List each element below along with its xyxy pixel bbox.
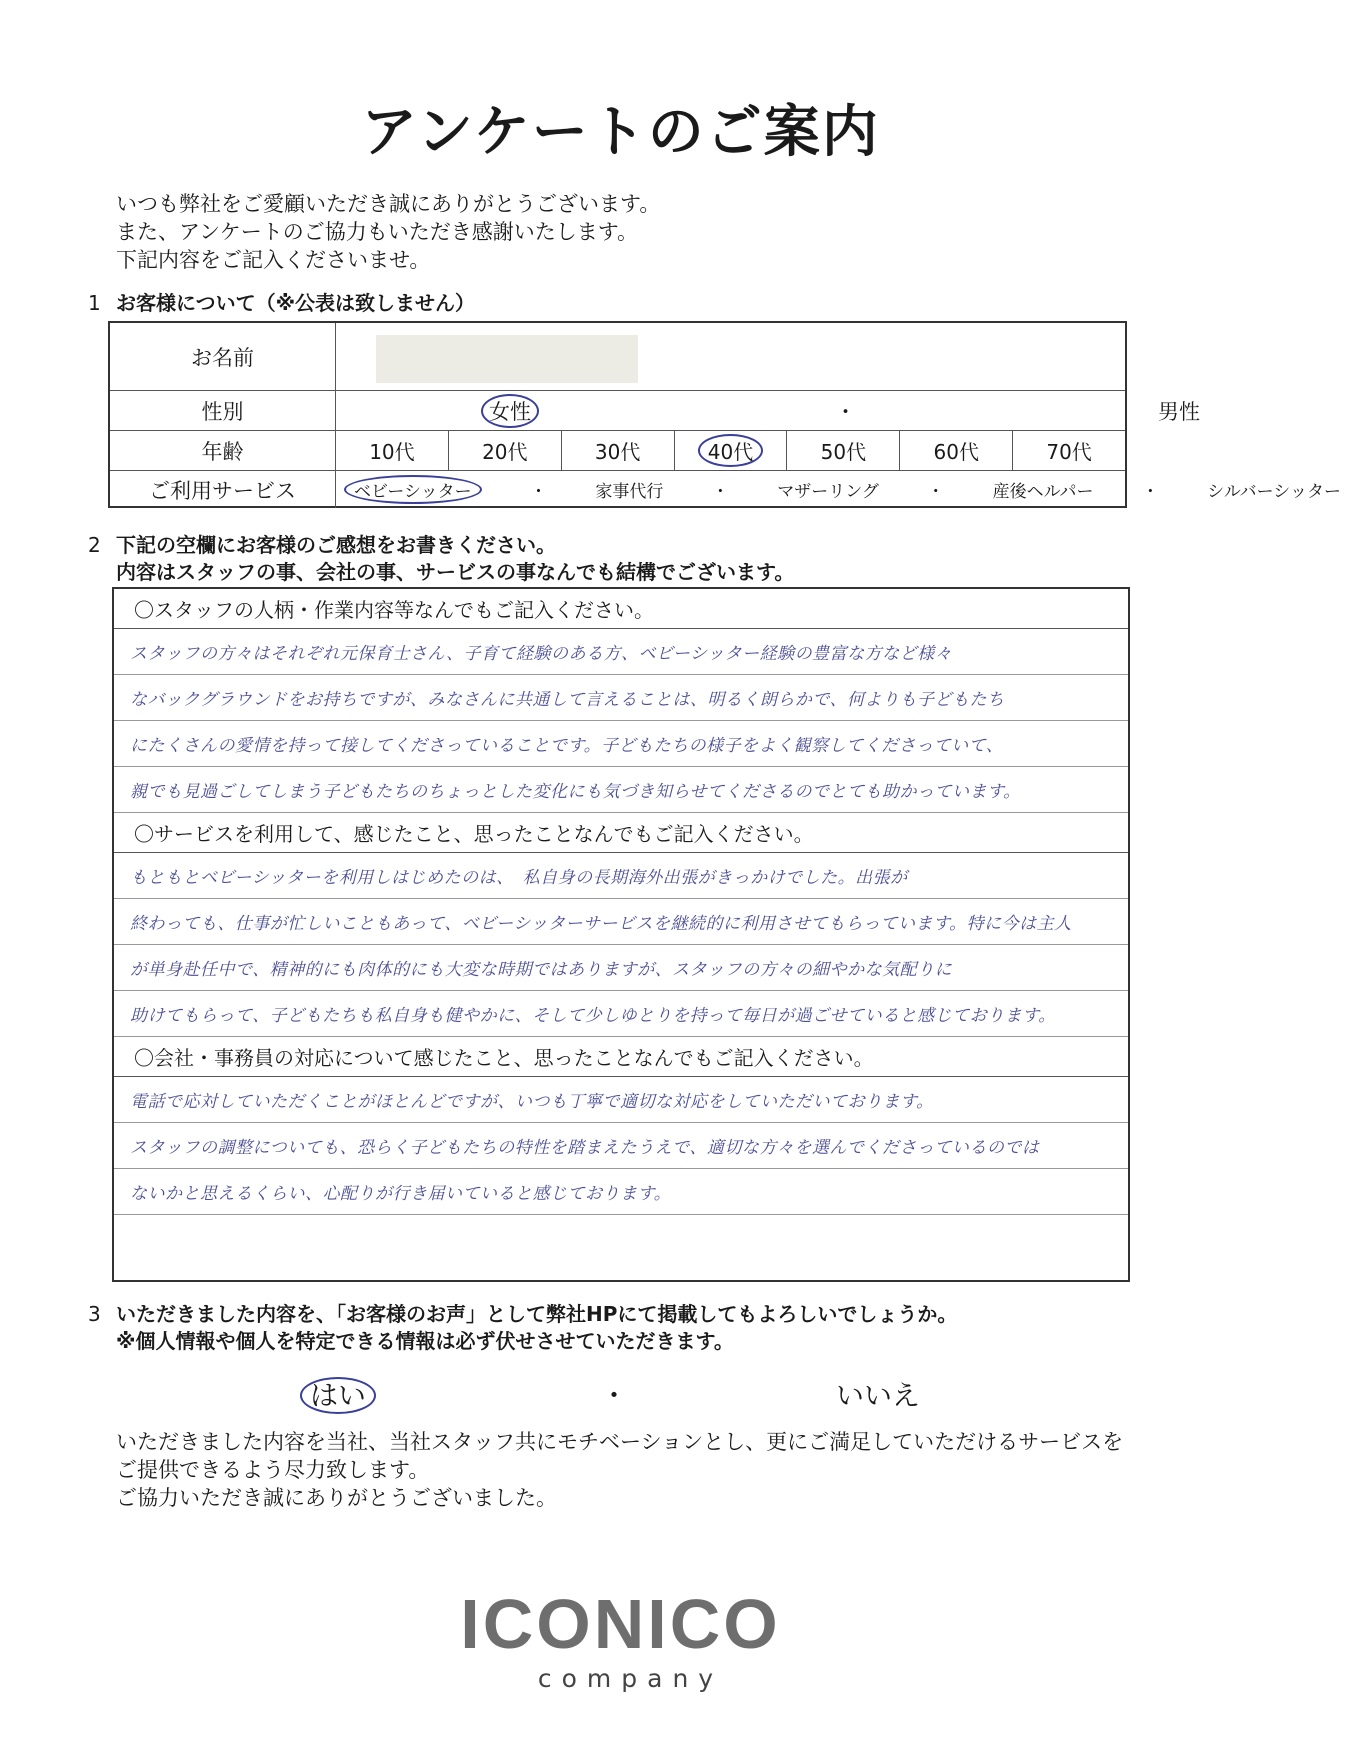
answer-line[interactable]: が単身赴任中で、精神的にも肉体的にも大変な時期ではありますが、スタッフの方々の細やかな気配りに (114, 945, 1128, 991)
answer-line[interactable]: 終わっても、仕事が忙しいこともあって、ベビーシッターサービスを継続的に利用させてもらっています。特に今は主人 (114, 899, 1128, 945)
question-service: 〇サービスを利用して、感じたこと、思ったことなんでもご記入ください。 (114, 813, 1128, 853)
intro-line: いつも弊社をご愛顧いただき誠にありがとうございます。 (116, 192, 661, 216)
intro-text (116, 190, 660, 274)
gender-option-female[interactable]: 女性 (481, 394, 539, 428)
answer-line[interactable]: スタッフの方々はそれぞれ元保育士さん、子育て経験のある方、ベビーシッター経験の豊富な方など様々 (114, 629, 1128, 675)
age-label: 年齢 (110, 431, 336, 470)
separator-dot: ・ (927, 482, 945, 502)
section3-heading (88, 1301, 957, 1355)
age-options (336, 431, 1125, 470)
section-number: 2 (88, 533, 101, 557)
separator-dot: ・ (530, 482, 548, 502)
age-option-70s[interactable]: 70代 (1046, 440, 1092, 464)
answer-line[interactable]: 電話で応対していただくことがほとんどですが、いつも丁寧で適切な対応をしていただいております。 (114, 1077, 1128, 1123)
closing-line: ご協力いただき誠にありがとうございました。 (116, 1486, 557, 1510)
section-subtitle: ※個人情報や個人を特定できる情報は必ず伏せさせていただきます。 (116, 1329, 734, 1353)
company-logo (0, 1585, 1241, 1693)
service-option-mothering[interactable]: マザーリング (777, 482, 879, 502)
answer-line[interactable]: もともとベビーシッターを利用しはじめたのは、 私自身の長期海外出張がきっかけでした。出張が (114, 853, 1128, 899)
question-office: 〇会社・事務員の対応について感じたこと、思ったことなんでもご記入ください。 (114, 1037, 1128, 1077)
name-label: お名前 (110, 323, 336, 390)
answer-line[interactable]: 親でも見過ごしてしまう子どもたちのちょっとした変化にも気づき知らせてくださるのでとても助かっています。 (114, 767, 1128, 813)
age-option-20s[interactable]: 20代 (449, 431, 562, 470)
customer-info-table (108, 321, 1341, 508)
section-subtitle: 内容はスタッフの事、会社の事、サービスの事なんでも結構でございます。 (116, 560, 795, 584)
answer-line[interactable] (114, 1215, 1128, 1261)
closing-text (116, 1428, 1123, 1512)
separator-dot: ・ (711, 482, 729, 502)
name-field[interactable] (336, 323, 1125, 390)
separator-dot: ・ (835, 399, 856, 424)
intro-line: 下記内容をご記入くださいませ。 (116, 248, 431, 272)
age-option-50s[interactable]: 50代 (787, 431, 900, 470)
age-selected: 40代 (698, 434, 763, 467)
page-title: アンケートのご案内 (361, 100, 880, 165)
name-row (110, 323, 1125, 391)
answer-line[interactable]: なバックグラウンドをお持ちですが、みなさんに共通して言えることは、明るく朗らかで、何よりも子どもたち (114, 675, 1128, 721)
answer-line[interactable]: スタッフの調整についても、恐らく子どもたちの特性を踏まえたうえで、適切な方々を選んでくださっているのでは (114, 1123, 1128, 1169)
logo-wordmark: ICONICO (460, 1585, 781, 1663)
section2-heading (88, 532, 794, 586)
logo-subtitle: company (537, 1664, 724, 1693)
section1-heading (88, 290, 475, 317)
no-option[interactable]: いいえ (836, 1379, 921, 1412)
question-staff: 〇スタッフの人柄・作業内容等なんでもご記入ください。 (114, 589, 1128, 629)
separator-dot: ・ (600, 1379, 629, 1412)
intro-line: また、アンケートのご協力もいただき感謝いたします。 (116, 220, 639, 244)
age-option-40s[interactable] (675, 431, 788, 470)
feedback-box (112, 587, 1130, 1282)
yes-option[interactable] (300, 1374, 376, 1414)
age-option-10s[interactable]: 10代 (336, 431, 449, 470)
section-title: いただきました内容を、「お客様のお声」として弊社HPにて掲載してもよろしいでしょうか。 (116, 1302, 958, 1326)
yes-label: はい (300, 1377, 376, 1414)
section-number: 3 (88, 1302, 101, 1326)
service-option-housekeeping[interactable]: 家事代行 (595, 482, 664, 502)
section-title: お客様について（※公表は致しません） (116, 291, 476, 315)
gender-options (336, 391, 1351, 430)
closing-line: ご提供できるよう尽力致します。 (116, 1458, 430, 1482)
age-option-30s[interactable]: 30代 (562, 431, 675, 470)
gender-label: 性別 (110, 391, 336, 430)
gender-option-male[interactable]: 男性 (1158, 399, 1200, 424)
age-row (110, 431, 1125, 471)
gender-row (110, 391, 1200, 431)
answer-line[interactable]: ないかと思えるくらい、心配りが行き届いていると感じております。 (114, 1169, 1128, 1215)
service-option-babysitter[interactable]: ベビーシッター (344, 475, 482, 504)
answer-line[interactable]: 助けてもらって、子どもたちも私自身も健やかに、そして少しゆとりを持って毎日が過ごせていると感じております。 (114, 991, 1128, 1037)
separator-dot: ・ (1141, 482, 1159, 502)
redacted-name (376, 335, 638, 383)
age-option-60s[interactable]: 60代 (900, 431, 1013, 470)
service-label: ご利用サービス (110, 471, 336, 508)
service-row (110, 471, 1341, 508)
section-title: 下記の空欄にお客様のご感想をお書きください。 (116, 533, 556, 557)
service-option-silver-sitter[interactable]: シルバーシッター (1207, 482, 1341, 502)
section-number: 1 (88, 291, 101, 315)
closing-line: いただきました内容を当社、当社スタッフ共にモチベーションとし、更にご満足していただけるサービスを (116, 1430, 1124, 1454)
service-options (336, 471, 1351, 508)
service-option-postpartum-helper[interactable]: 産後ヘルパー (992, 482, 1094, 502)
answer-line[interactable]: にたくさんの愛情を持って接してくださっていることです。子どもたちの様子をよく観察してくださっていて、 (114, 721, 1128, 767)
